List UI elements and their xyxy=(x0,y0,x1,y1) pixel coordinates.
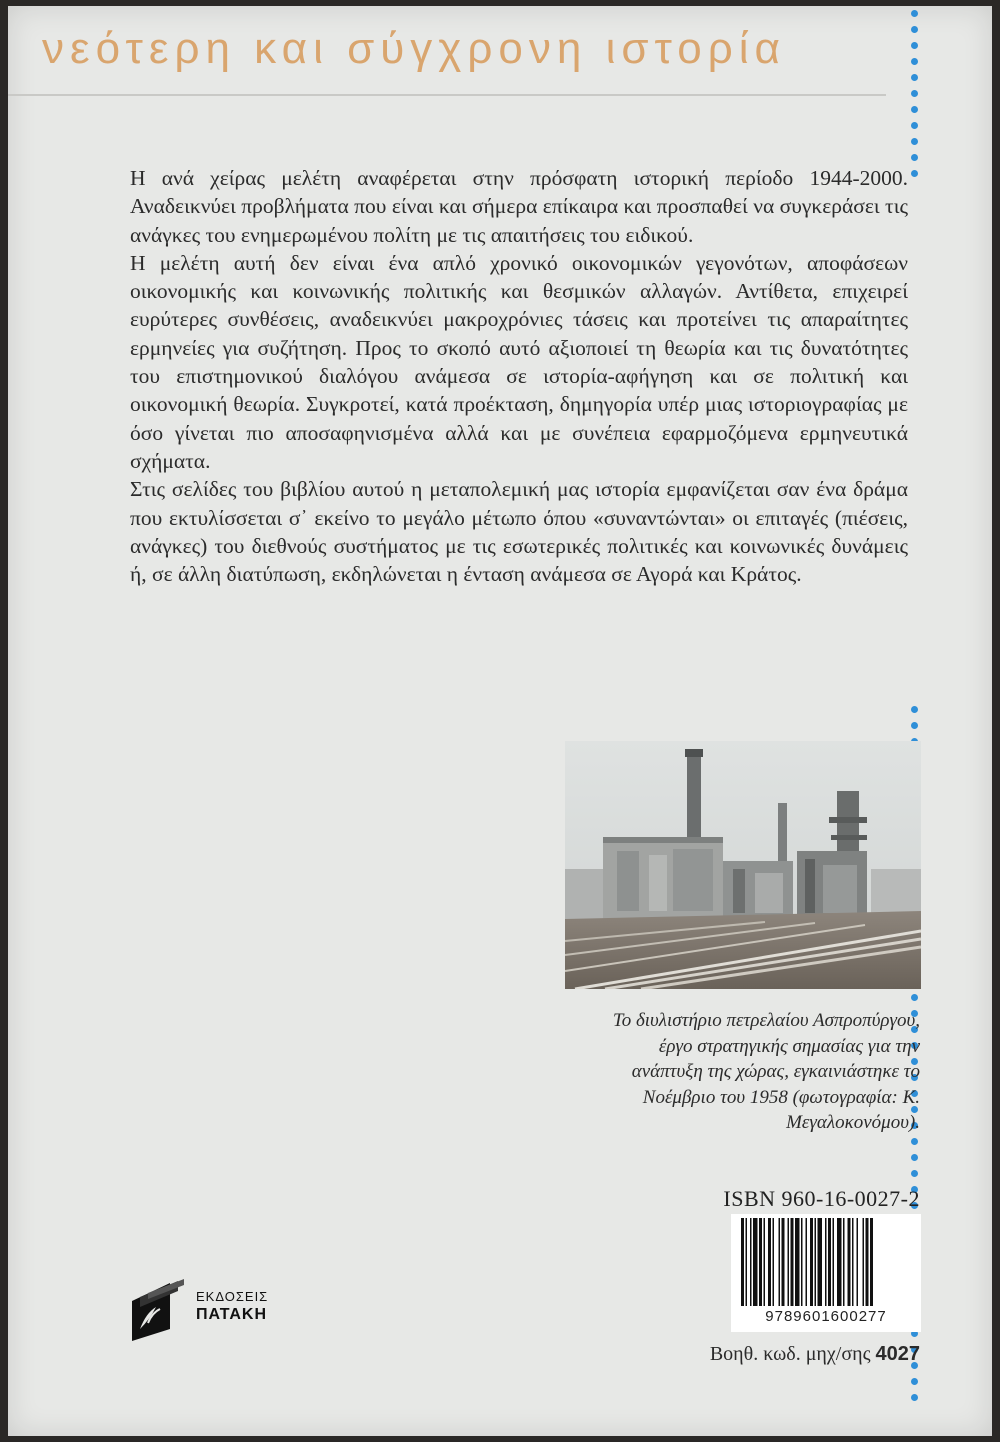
border-dot xyxy=(911,1154,918,1161)
border-dot xyxy=(911,1378,918,1385)
border-dot xyxy=(911,74,918,81)
photo-caption: Το διυλιστήριο πετρελαίου Ασπροπύργου, έργο στρατηγικής σημασίας για την ανάπτυξη της χώρας, εγκαινιάστηκε το Νοέμβριο του 1958 (φωτογραφία: Κ. Μεγαλοκονόμου). xyxy=(612,1010,920,1133)
publisher-emblem-icon xyxy=(126,1279,190,1343)
barcode-bar xyxy=(857,1218,859,1306)
border-dot xyxy=(911,58,918,65)
series-title: νεότερη και σύγχρονη ιστορία xyxy=(42,24,786,73)
border-dot xyxy=(911,122,918,129)
barcode-bar xyxy=(837,1218,842,1306)
barcode-bar xyxy=(741,1218,744,1306)
barcode-bar xyxy=(866,1218,869,1306)
barcode-bar xyxy=(801,1218,803,1306)
border-dot xyxy=(911,994,918,1001)
border-dot xyxy=(911,1138,918,1145)
barcode-digits: 9789601600277 xyxy=(765,1308,887,1325)
barcode-bar xyxy=(768,1218,771,1306)
barcode-bar xyxy=(870,1218,873,1306)
barcode-bar xyxy=(863,1218,865,1306)
barcode-bar xyxy=(753,1218,758,1306)
barcode-bar xyxy=(764,1218,766,1306)
barcode-bar xyxy=(815,1218,817,1306)
series-divider xyxy=(8,94,886,96)
border-dot xyxy=(911,42,918,49)
border-dot xyxy=(911,106,918,113)
book-back-cover xyxy=(8,6,992,1436)
barcode-bar xyxy=(848,1218,851,1306)
barcode-bar xyxy=(810,1218,813,1306)
barcode-bar xyxy=(746,1218,748,1306)
blurb-text xyxy=(130,164,908,588)
barcode-bar xyxy=(750,1218,752,1306)
barcode-bar xyxy=(782,1218,785,1306)
blurb-paragraph: Στις σελίδες του βιβλίου αυτού η μεταπολεμική μας ιστορία εμφανίζεται σαν ένα δράμα που εκτυλίσσεται σ᾿ εκείνο το μεγάλο μέτωπο όπου «συναντώνται» οι επιταγές (πιέσεις, ανάγκες) του διεθνούς συστήματος με τις εσωτερικές πολιτικές και κοινωνικές δυνάμεις ή, σε άλλη διατύπωση, εκδηλώνεται η ένταση ανάμεσα σε Αγορά και Κράτος. xyxy=(130,477,908,587)
border-dot xyxy=(911,90,918,97)
auxiliary-code xyxy=(568,1343,920,1366)
publisher-logo xyxy=(126,1279,326,1359)
border-dot xyxy=(911,26,918,33)
barcode-bar xyxy=(788,1218,790,1306)
barcode-bar xyxy=(818,1218,823,1306)
border-dot xyxy=(911,1394,918,1401)
barcode-bar xyxy=(795,1218,800,1306)
barcode-bars xyxy=(737,1218,915,1306)
border-dot xyxy=(911,154,918,161)
publisher-label-line2: ΠΑΤΑΚΗ xyxy=(196,1306,268,1323)
border-dot xyxy=(911,706,918,713)
barcode-bar xyxy=(779,1218,781,1306)
barcode-bar xyxy=(759,1218,762,1306)
barcode-bar xyxy=(825,1218,827,1306)
border-dot xyxy=(911,138,918,145)
series-header xyxy=(8,6,886,100)
border-dot xyxy=(911,1170,918,1177)
barcode-bar xyxy=(773,1218,775,1306)
barcode-bar xyxy=(806,1218,808,1306)
publisher-label-line1: ΕΚΔΟΣΕΙΣ xyxy=(196,1289,269,1304)
barcode-bar xyxy=(843,1218,845,1306)
border-dot xyxy=(911,170,918,177)
barcode-bar xyxy=(828,1218,831,1306)
isbn: ISBN 960-16-0027-2 xyxy=(723,1186,920,1211)
auxiliary-code-value: 4027 xyxy=(875,1343,920,1365)
auxiliary-code-label: Βοηθ. κωδ. μηχ/σης xyxy=(709,1343,871,1365)
border-dot xyxy=(911,722,918,729)
barcode xyxy=(731,1214,921,1332)
refinery-photo xyxy=(565,741,921,989)
dotted-border-top xyxy=(911,10,919,186)
barcode-bar xyxy=(833,1218,835,1306)
blurb-paragraph: Η ανά χείρας μελέτη αναφέρεται στην πρόσφατη ιστορική περίοδο 1944-2000. Αναδεικνύει προβλήματα που είναι και σήμερα επίκαιρα και προσπαθεί να συγκεράσει τις ανάγκες του ενημερωμένου πολίτη με τις απαιτήσεις του ειδικού. xyxy=(130,166,908,247)
border-dot xyxy=(911,10,918,17)
barcode-bar xyxy=(852,1218,854,1306)
blurb-paragraph: Η μελέτη αυτή δεν είναι ένα απλό χρονικό οικονομικών γεγονότων, αποφάσεων οικονομικής και κοινωνικής πολιτικής και θεσμικών αλλαγών. Αντίθετα, επιχειρεί ευρύτερες συνθέσεις, αναδεικνύει μακροχρόνιες τάσεις και προτείνει τις απαραίτητες ερμηνείες για συζήτηση. Προς το σκοπό αυτό αξιοποιεί τη θεωρία και τις δυνατότητες του επιστημονικού διαλόγου ανάμεσα σε ιστορία-αφήγηση και σε πολιτική και οικονομική θεωρία. Συγκροτεί, κατά προέκταση, δημηγορία υπέρ μιας ιστοριογραφίας με όσο γίνεται πιο αποσαφηνισμένα αλλά και με συνέπεια εφαρμοζόμενα ερμηνευτικά σχήματα. xyxy=(130,250,908,473)
barcode-bar xyxy=(791,1218,794,1306)
